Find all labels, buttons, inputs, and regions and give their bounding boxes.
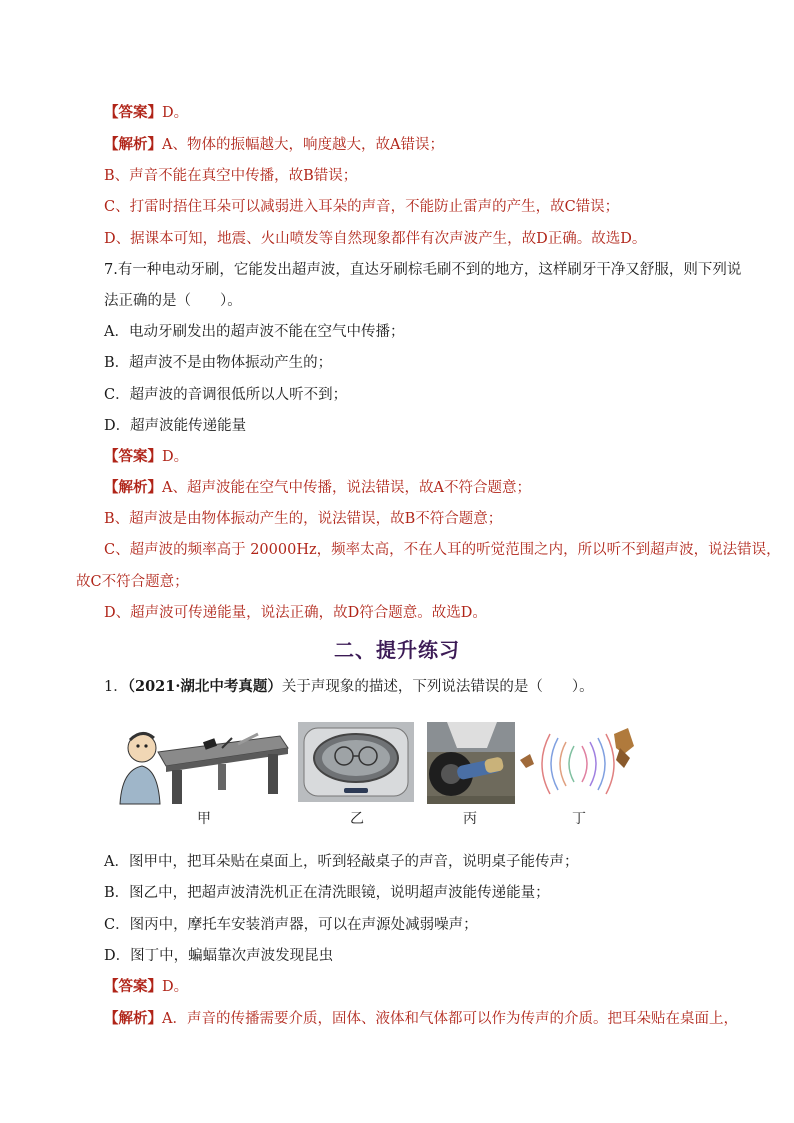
figure-bing-motorcycle-muffler [427,722,515,804]
q7-answer-line [104,447,188,467]
q7-analysis-line-c2: 故C不符合题意； [76,574,189,590]
q7-stem-line1: 7.有一种电动牙刷，它能发出超声波，直达牙刷棕毛刷不到的地方，这样刷牙干净又舒服，则下列说 [104,262,742,278]
q1-answer-value: D。 [162,979,189,995]
analysis-line-c: C、打雷时捂住耳朵可以减弱进入耳朵的声音，不能防止雷声的产生，故C错误； [104,199,620,215]
q7-answer-label: 【答案】 [104,448,162,465]
figure-ding-bat-echolocation [520,724,638,804]
q1-source: （2021·湖北中考真题） [127,678,282,695]
q1-stem: 关于声现象的描述，下列说法错误的是（ ）。 [281,679,594,695]
q7-analysis-line-d: D、超声波可传递能量，说法正确，故D符合题意。故选D。 [104,605,487,621]
q1-answer-label: 【答案】 [104,978,162,995]
q1-option-a: A．图甲中，把耳朵贴在桌面上，听到轻敲桌子的声音，说明桌子能传声； [104,854,579,870]
q1-option-d: D．图丁中，蝙蝠靠次声波发现昆虫 [104,948,334,964]
q1-number: 1． [104,679,128,695]
analysis-label: 【解析】 [104,136,162,153]
figure-yi-ultrasonic-cleaner [298,722,414,802]
q1-answer-line [104,977,188,997]
figure-label-yi: 乙 [350,811,364,827]
analysis-text: A、物体的振幅越大，响度越大，故A错误； [162,137,444,153]
figure-jia-table-listening [118,718,290,806]
q1-option-c: C．图丙中，摩托车安装消声器，可以在声源处减弱噪声； [104,917,478,933]
analysis-line-d: D、据课本可知，地震、火山喷发等自然现象都伴有次声波产生，故D正确。故选D。 [104,231,647,247]
section-title: 二、提升练习 [334,638,460,662]
q1-option-b: B．图乙中，把超声波清洗机正在清洗眼镜，说明超声波能传递能量； [104,885,550,901]
q7-analysis-line-a [104,478,531,498]
analysis-line-a [104,135,444,155]
q7-option-b: B．超声波不是由物体振动产生的； [104,355,333,371]
q7-option-c: C．超声波的音调很低所以人听不到； [104,387,348,403]
figure-label-jia: 甲 [197,811,211,827]
q7-option-d: D．超声波能传递能量 [104,418,247,434]
analysis-line-b: B、声音不能在真空中传播，故B错误； [104,168,358,184]
q7-stem-line2: 法正确的是（ ）。 [104,293,242,309]
q7-analysis-line-c1: C、超声波的频率高于 20000Hz，频率太高，不在人耳的听觉范围之内，所以听不到超声波，说法错误， [104,542,781,558]
q1-analysis-label: 【解析】 [104,1010,162,1027]
figure-label-bing: 丙 [463,811,477,827]
q7-analysis-text: A、超声波能在空气中传播，说法错误，故A不符合题意； [162,480,531,496]
figure-label-ding: 丁 [572,811,586,827]
q1-analysis-line-a [104,1009,738,1029]
q7-analysis-label: 【解析】 [104,479,162,496]
q1-stem-line [104,677,594,697]
q7-analysis-line-b: B、超声波是由物体振动产生的，说法错误，故B不符合题意； [104,511,503,527]
q7-answer-value: D。 [162,449,189,465]
answer-line [104,103,188,123]
q7-option-a: A．电动牙刷发出的超声波不能在空气中传播； [104,324,405,340]
answer-value: D。 [162,105,189,121]
answer-label: 【答案】 [104,104,162,121]
q1-analysis-text: A．声音的传播需要介质，固体、液体和气体都可以作为传声的介质。把耳朵贴在桌面上， [162,1011,738,1027]
